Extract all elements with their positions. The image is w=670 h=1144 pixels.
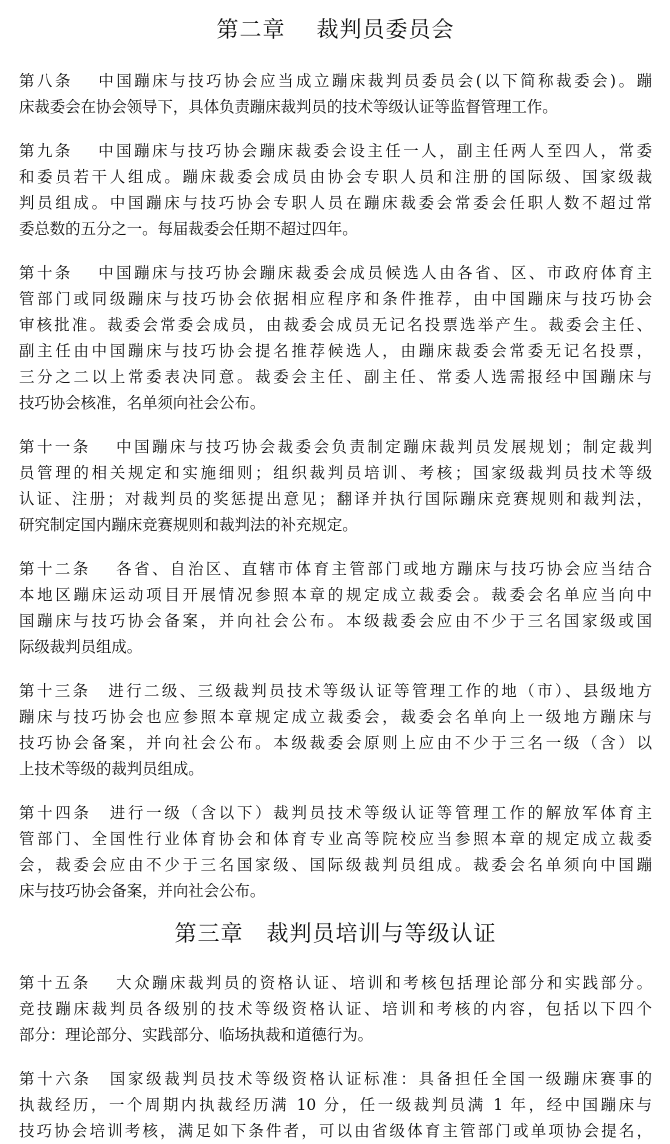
article-15	[19, 970, 652, 1048]
text-line: 第十一条 中国蹦床与技巧协会裁委会负责制定蹦床裁判员发展规划；制定裁判	[19, 438, 652, 456]
text-line: 技巧协会备案，并向社会公布。本级裁委会原则上应由不少于三名一级（含）以	[19, 734, 652, 752]
article-13	[19, 678, 652, 782]
chapter-3-title: 第三章 裁判员培训与等级认证	[174, 922, 497, 947]
text-line: 竞技蹦床裁判员各级别的技术等级资格认证、培训和考核的内容，包括以下四个	[19, 1000, 652, 1018]
text-line: 部分：理论部分、实践部分、临场执裁和道德行为。	[19, 1026, 373, 1044]
text-line: 员管理的相关规定和实施细则；组织裁判员培训、考核；国家级裁判员技术等级	[19, 464, 652, 482]
text-line: 上技术等级的裁判员组成。	[19, 760, 204, 778]
text-line: 技巧协会核准，名单须向社会公布。	[19, 394, 266, 412]
text-line: 第十三条 进行二级、三级裁判员技术等级认证等管理工作的地（市）、县级地方	[19, 682, 652, 700]
text-line: 管部门或同级蹦床与技巧协会依据相应程序和条件推荐，由中国蹦床与技巧协会	[19, 290, 652, 308]
text-line: 委总数的五分之一。每届裁委会任期不超过四年。	[19, 220, 358, 238]
text-line: 国蹦床与技巧协会备案，并向社会公布。本级裁委会应由不少于三名国家级或国	[19, 612, 652, 630]
text-line: 判员组成。中国蹦床与技巧协会专职人员在蹦床裁委会常委会任职人数不超过常	[19, 194, 652, 212]
text-line: 审核批准。裁委会常委会成员，由裁委会成员无记名投票选举产生。裁委会主任、	[19, 316, 652, 334]
text-line: 蹦床与技巧协会也应参照本章规定成立裁委会，裁委会名单向上一级地方蹦床与	[19, 708, 652, 726]
text-line: 第十四条 进行一级（含以下）裁判员技术等级认证等管理工作的解放军体育主	[19, 804, 652, 822]
article-16	[19, 1066, 652, 1144]
text-line: 床与技巧协会备案，并向社会公布。	[19, 882, 266, 900]
text-line: 会，裁委会应由不少于三名国家级、国际级裁判员组成。裁委会名单须向中国蹦	[19, 856, 652, 874]
text-line: 执裁经历，一个周期内执裁经历满 10 分，任一级裁判员满 1 年，经中国蹦床与	[19, 1096, 652, 1114]
text-line: 第十六条 国家级裁判员技术等级资格认证标准：具备担任全国一级蹦床赛事的	[19, 1070, 652, 1088]
text-line: 研究制定国内蹦床竞赛规则和裁判法的补充规定。	[19, 516, 358, 534]
text-line: 床裁委会在协会领导下，具体负责蹦床裁判员的技术等级认证等监督管理工作。	[19, 98, 558, 116]
text-line: 认证、注册；对裁判员的奖惩提出意见；翻译并执行国际蹦床竞赛规则和裁判法，	[19, 490, 652, 508]
text-line: 本地区蹦床运动项目开展情况参照本章的规定成立裁委会。裁委会名单应当向中	[19, 586, 652, 604]
article-8	[19, 68, 652, 120]
article-14	[19, 800, 652, 904]
text-line: 副主任由中国蹦床与技巧协会提名推荐候选人，由蹦床裁委会常委无记名投票，	[19, 342, 652, 360]
text-line: 第十五条 大众蹦床裁判员的资格认证、培训和考核包括理论部分和实践部分。	[19, 974, 652, 992]
text-line: 际级裁判员组成。	[19, 638, 143, 656]
text-line: 技巧协会培训考核，满足如下条件者，可以由省级体育主管部门或单项协会提名，	[19, 1122, 652, 1140]
text-line: 第十二条 各省、自治区、直辖市体育主管部门或地方蹦床与技巧协会应当结合	[19, 560, 652, 578]
text-line: 第十条 中国蹦床与技巧协会蹦床裁委会成员候选人由各省、区、市政府体育主	[19, 264, 652, 282]
article-11	[19, 434, 652, 538]
article-10	[19, 260, 652, 416]
chapter-2-title: 第二章 裁判员委员会	[216, 18, 455, 43]
chapter-2-articles	[19, 68, 652, 904]
article-9	[19, 138, 652, 242]
article-12	[19, 556, 652, 660]
text-line: 第八条 中国蹦床与技巧协会应当成立蹦床裁判员委员会(以下简称裁委会)。蹦	[19, 72, 652, 90]
text-line: 和委员若干人组成。蹦床裁委会成员由协会专职人员和注册的国际级、国家级裁	[19, 168, 652, 186]
text-line: 第九条 中国蹦床与技巧协会蹦床裁委会设主任一人，副主任两人至四人，常委	[19, 142, 652, 160]
text-line: 管部门、全国性行业体育协会和体育专业高等院校应当参照本章的规定成立裁委	[19, 830, 652, 848]
chapter-3-articles	[19, 970, 652, 1144]
text-line: 三分之二以上常委表决同意。裁委会主任、副主任、常委人选需报经中国蹦床与	[19, 368, 652, 386]
